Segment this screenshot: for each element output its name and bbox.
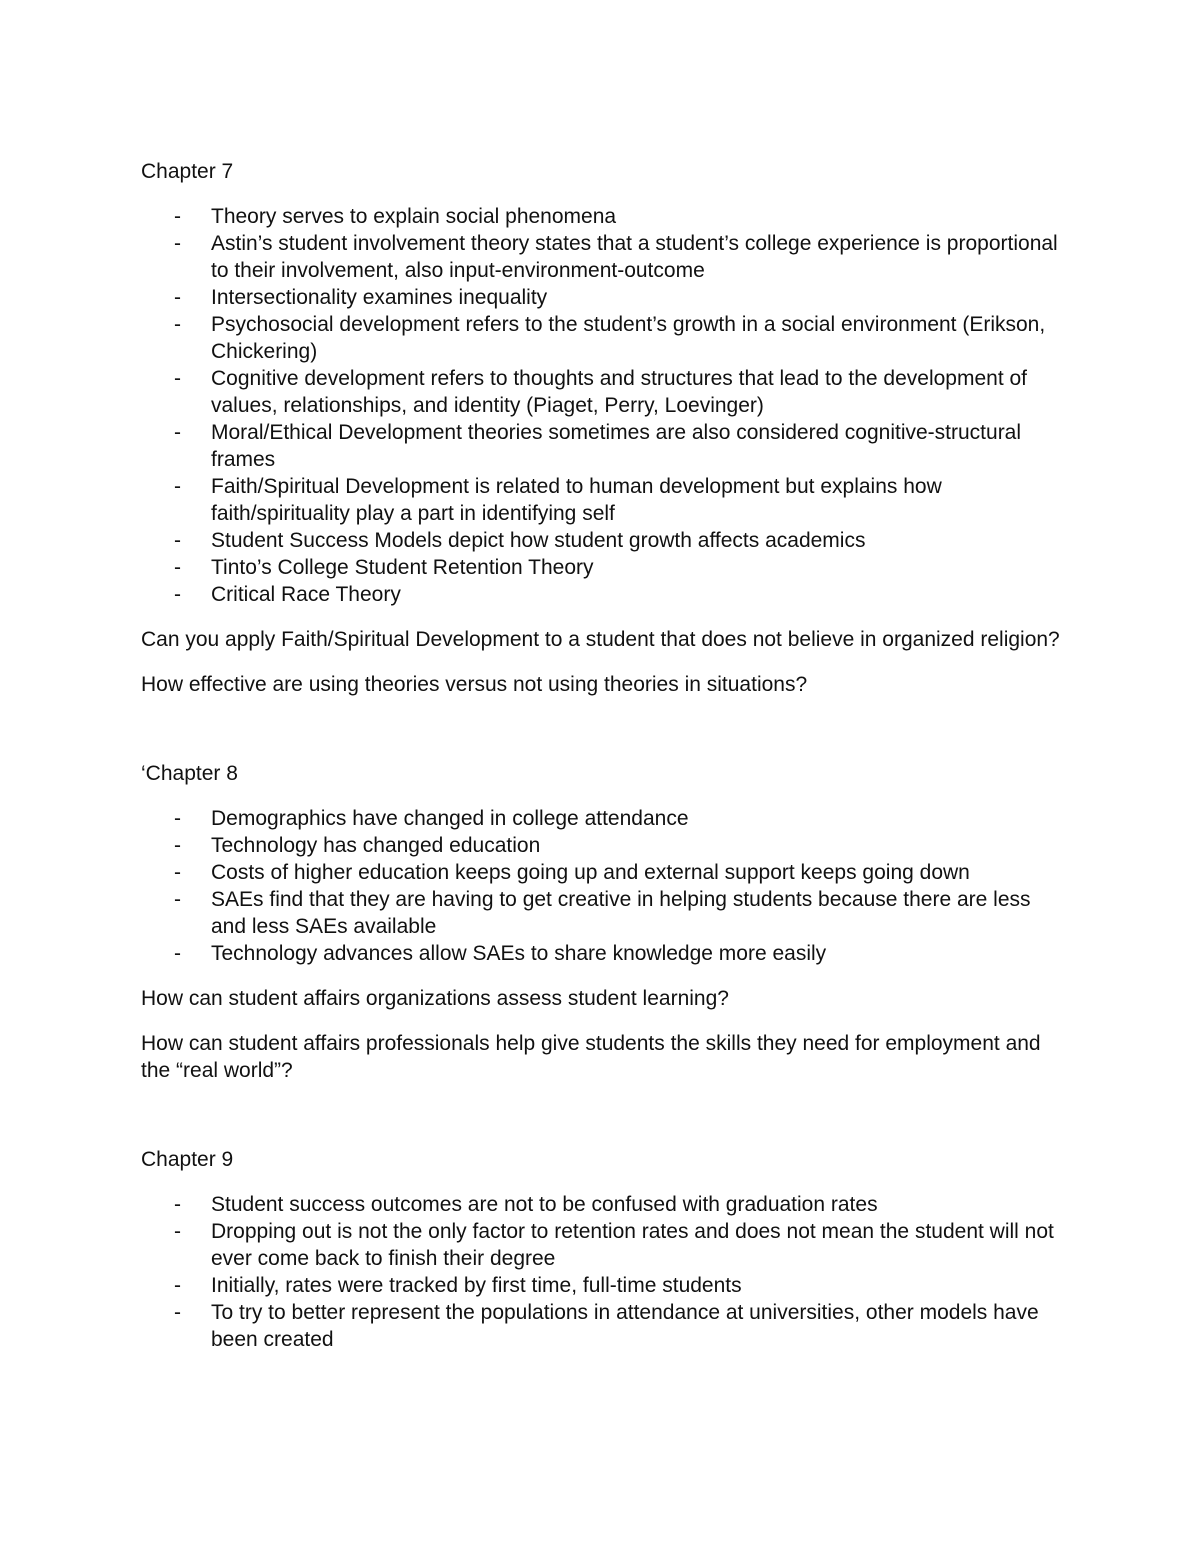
list-item: - Technology has changed education [174, 834, 541, 857]
chapter-8-question-2: How can student affairs professionals help give students the skills they need for employment and the “real world”? [141, 1032, 1041, 1082]
chapter-7-section [141, 158, 1061, 698]
bullet-dash: - [174, 529, 181, 552]
list-item: - SAEs find that they are having to get creative in helping students because there are less and less SAEs available [174, 888, 1031, 938]
bullet-dash: - [174, 834, 181, 857]
list-item: - Tinto’s College Student Retention Theory [174, 556, 594, 579]
list-item: - Psychosocial development refers to the student’s growth in a social environment (Erikson, Chickering) [174, 313, 1046, 363]
list-item: - Dropping out is not the only factor to retention rates and does not mean the student will not ever come back to finish their degree [174, 1220, 1054, 1270]
list-item: - Astin’s student involvement theory states that a student’s college experience is proportional to their involvement, also input-environment-outcome [174, 232, 1058, 282]
bullet-dash: - [174, 421, 181, 444]
bullet-dash: - [174, 475, 181, 498]
chapter-7-question-2: How effective are using theories versus not using theories in situations? [141, 673, 808, 696]
bullet-dash: - [174, 888, 181, 911]
list-item: - Faith/Spiritual Development is related to human development but explains how faith/spirituality play a part in identifying self [174, 475, 942, 525]
bullet-dash: - [174, 1301, 181, 1324]
list-item: - Costs of higher education keeps going up and external support keeps going down [174, 861, 970, 884]
bullet-dash: - [174, 1274, 181, 1297]
bullet-dash: - [174, 583, 181, 606]
document-page [141, 158, 1061, 1353]
bullet-dash: - [174, 556, 181, 579]
list-item: - Theory serves to explain social phenomena [174, 205, 617, 228]
bullet-dash: - [174, 367, 181, 390]
chapter-7-heading: Chapter 7 [141, 160, 234, 183]
list-item: - Student Success Models depict how student growth affects academics [174, 529, 866, 552]
bullet-dash: - [174, 232, 181, 255]
list-item: - To try to better represent the populations in attendance at universities, other models have been created [174, 1301, 1039, 1351]
chapter-8-bullet-list [141, 805, 1061, 967]
bullet-dash: - [174, 1220, 181, 1243]
list-item: - Demographics have changed in college attendance [174, 807, 689, 830]
chapter-9-heading: Chapter 9 [141, 1148, 234, 1171]
chapter-8-question-1: How can student affairs organizations assess student learning? [141, 987, 729, 1010]
bullet-dash: - [174, 205, 181, 228]
bullet-dash: - [174, 807, 181, 830]
bullet-dash: - [174, 313, 181, 336]
list-item: - Technology advances allow SAEs to share knowledge more easily [174, 942, 827, 965]
chapter-9-section [141, 1146, 1061, 1353]
bullet-dash: - [174, 286, 181, 309]
chapter-9-bullet-list [141, 1191, 1061, 1353]
list-item: - Cognitive development refers to thoughts and structures that lead to the development of values, relationships, and identity (Piaget, Perry, Loevinger) [174, 367, 1027, 417]
chapter-7-bullet-list [141, 203, 1061, 608]
chapter-8-heading: ‘Chapter 8 [141, 762, 238, 785]
list-item: - Intersectionality examines inequality [174, 286, 548, 309]
chapter-8-section [141, 760, 1061, 1084]
list-item: - Moral/Ethical Development theories sometimes are also considered cognitive-structural frames [174, 421, 1022, 471]
list-item: - Critical Race Theory [174, 583, 401, 606]
chapter-7-question-1: Can you apply Faith/Spiritual Development to a student that does not believe in organized religion? [141, 628, 1060, 651]
bullet-dash: - [174, 1193, 181, 1216]
list-item: - Initially, rates were tracked by first time, full-time students [174, 1274, 742, 1297]
bullet-dash: - [174, 861, 181, 884]
bullet-dash: - [174, 942, 181, 965]
list-item: - Student success outcomes are not to be confused with graduation rates [174, 1193, 878, 1216]
